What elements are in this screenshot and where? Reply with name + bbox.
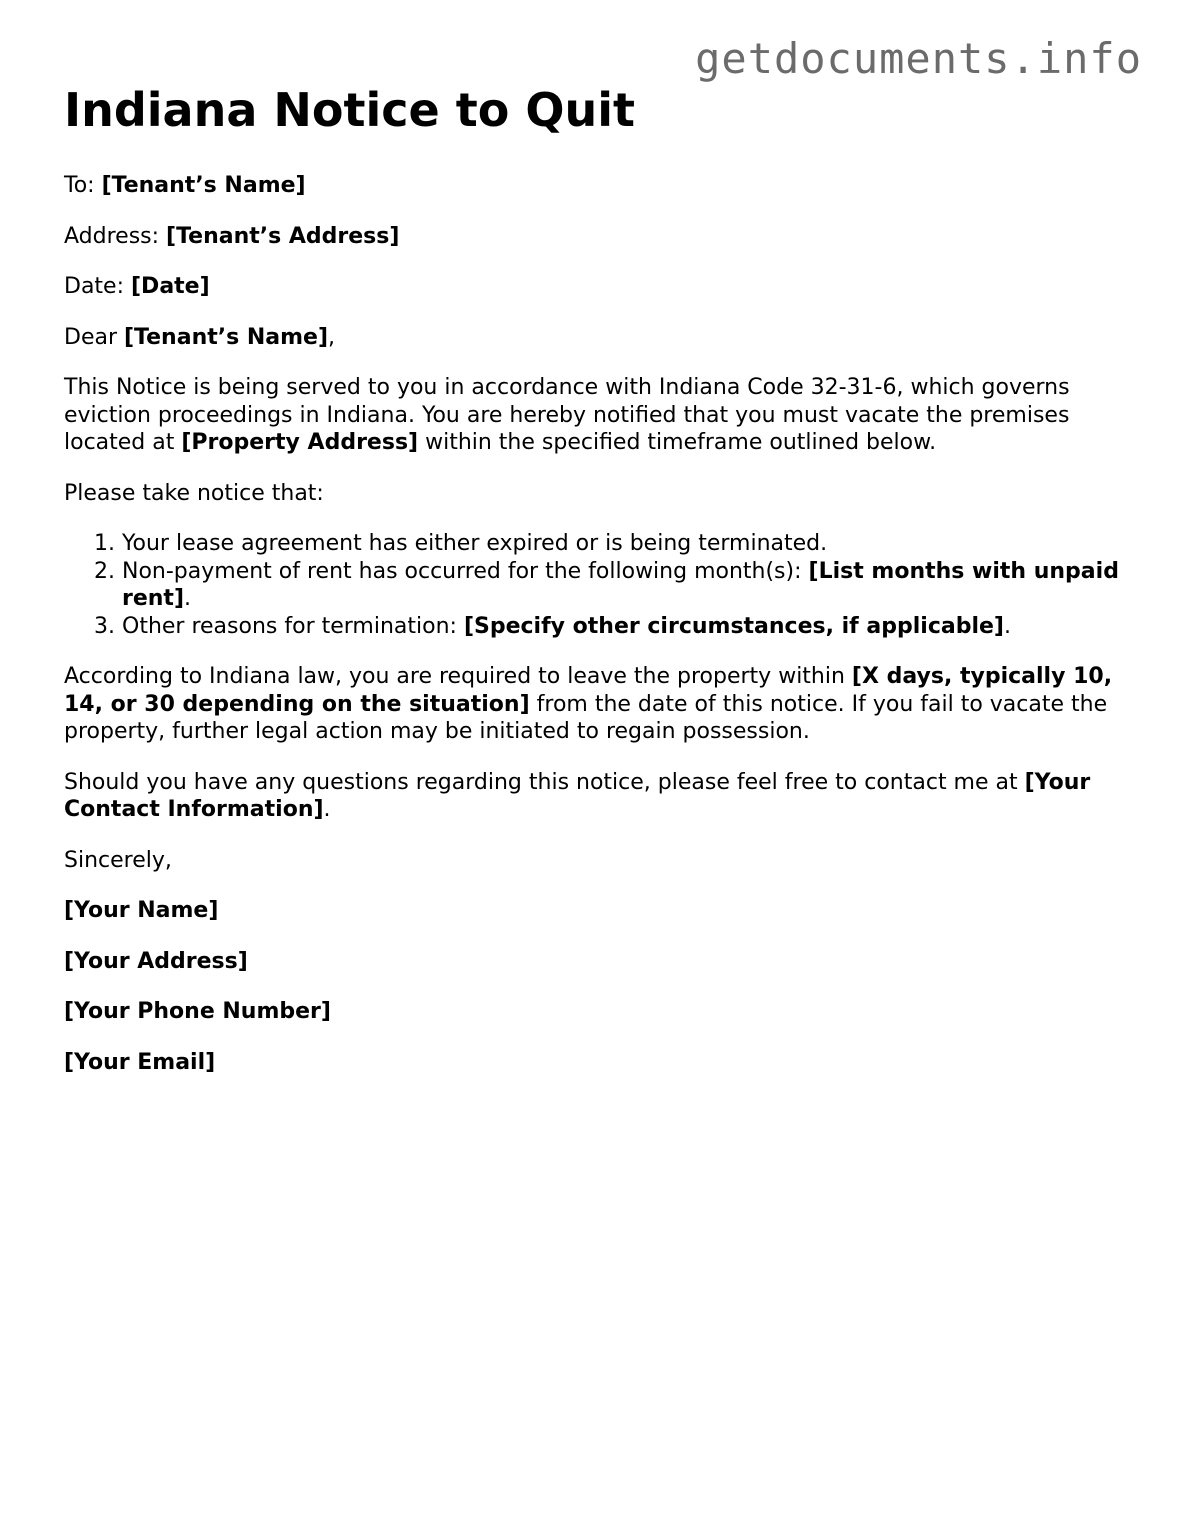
reason-end: . [184,586,192,611]
reason-text: Other reasons for termination: [122,613,464,639]
date-placeholder: [Date] [131,274,210,299]
address-line [64,223,1124,251]
reason-item [122,613,1124,641]
reason-text: Non-payment of rent has occurred for the following month(s): [122,558,809,584]
to-line [64,172,1124,200]
contact-text-after: . [323,797,331,822]
unpaid-months-placeholder: [List months with unpaid rent] [122,558,1119,611]
law-text-after: from the date of this notice. If you fail to vacate the property, further legal action may be initiated to regain possession. [64,691,1108,744]
law-text-before: According to Indiana law, you are required to leave the property within [64,664,852,689]
to-label: To: [64,173,102,198]
signature-email [64,1049,1124,1077]
reason-text: Your lease agreement has either expired or is being terminated. [122,531,828,556]
reason-end: . [1003,613,1011,639]
closing: Sincerely, [64,847,172,873]
greeting-suffix: , [328,324,336,350]
date-line [64,273,1124,301]
tenant-address-placeholder: [Tenant’s Address] [166,223,400,249]
intro-text-after: within the specified timeframe outlined below. [418,430,937,455]
date-label: Date: [64,274,131,299]
tenant-name-placeholder: [Tenant’s Name] [101,173,306,198]
document [64,84,1124,1099]
greeting-prefix: Dear [64,324,124,350]
your-address-placeholder: [Your Address] [64,948,248,974]
contact-info-placeholder: [Your Contact Information] [64,769,1091,822]
law-paragraph [64,663,1124,746]
greeting-line [64,324,1124,352]
other-circumstances-placeholder: [Specify other circumstances, if applicable] [463,613,1004,639]
signature-phone [64,998,1124,1026]
address-label: Address: [64,223,167,249]
your-name-placeholder: [Your Name] [64,898,219,923]
greeting-tenant-placeholder: [Tenant’s Name] [124,324,329,350]
intro-paragraph [64,374,1124,457]
contact-paragraph [64,769,1124,824]
property-address-placeholder: [Property Address] [181,430,419,455]
signature-address [64,948,1124,976]
signature-name [64,897,1124,925]
reason-item [122,530,1124,558]
days-placeholder: [X days, typically 10, 14, or 30 depending on the situation] [64,664,1113,717]
reasons-list [64,530,1124,640]
reason-item [122,558,1124,613]
your-email-placeholder: [Your Email] [64,1049,216,1075]
page-title: Indiana Notice to Quit [64,83,635,137]
watermark: getdocuments.info [695,34,1142,83]
contact-text-before: Should you have any questions regarding this notice, please feel free to contact me at [64,769,1025,795]
your-phone-placeholder: [Your Phone Number] [64,999,331,1024]
notice-lead: Please take notice that: [64,480,324,506]
intro-text-before: This Notice is being served to you in accordance with Indiana Code 32-31-6, which governs eviction proceedings in Indiana. You are hereby notified that you must vacate the premises located at [64,375,1070,455]
